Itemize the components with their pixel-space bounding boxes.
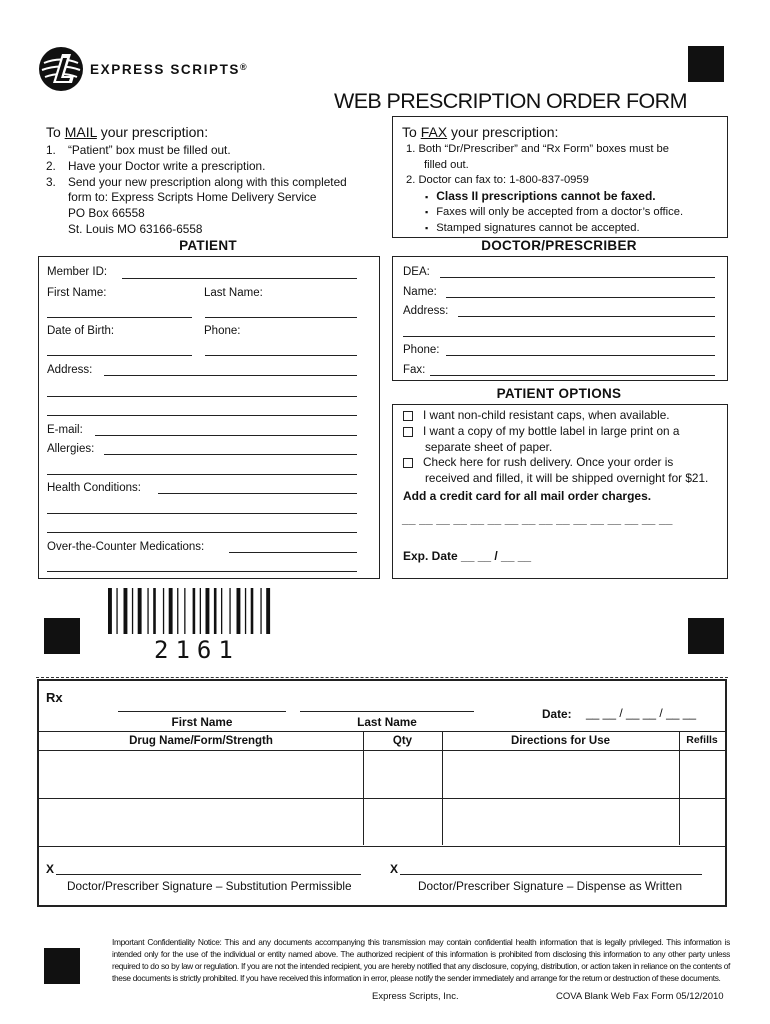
barcode-bar [214, 588, 217, 634]
last-name-label: Last Name: [204, 287, 263, 299]
rx-table-row-divider [39, 798, 725, 799]
doctor-box [392, 256, 728, 381]
barcode-bar [147, 588, 148, 634]
phone-field[interactable] [205, 355, 357, 356]
mail-step [46, 190, 347, 206]
barcode-bar [177, 588, 178, 634]
barcode-bar [260, 588, 261, 634]
mail-step [46, 159, 347, 175]
fax-bullet-text: Stamped signatures cannot be accepted. [436, 221, 640, 234]
option-text: I want a copy of my bottle label in large print on a [423, 423, 680, 438]
email-label: E-mail: [47, 424, 83, 436]
signature-dispense-field[interactable] [400, 874, 702, 875]
health-conditions-field-2[interactable] [47, 513, 357, 514]
option-large-print-cont: separate sheet of paper. [425, 439, 553, 454]
footer-company: Express Scripts, Inc. [372, 991, 459, 1002]
brand-reg-mark: ® [240, 62, 249, 72]
option-rush-delivery[interactable] [403, 455, 708, 471]
member-id-label: Member ID: [47, 266, 108, 278]
barcode-bar [184, 588, 185, 634]
checkbox-large-print[interactable] [403, 427, 413, 437]
option-non-child-caps[interactable] [403, 408, 708, 424]
address-label: Address: [47, 364, 93, 376]
allergies-field-2[interactable] [47, 474, 357, 475]
mail-step-text: Send your new prescription along with this completed [68, 174, 347, 189]
signature-x-mark: X [390, 862, 399, 876]
otc-medications-field-1[interactable] [229, 552, 357, 553]
checkbox-non-child-caps[interactable] [403, 411, 413, 421]
dea-label: DEA: [403, 266, 430, 278]
rx-first-name-field[interactable] [118, 711, 286, 712]
mail-step-number: 1. [46, 143, 56, 157]
otc-medications-label: Over-the-Counter Medications: [47, 541, 205, 553]
registration-mark-top-right [688, 46, 724, 82]
barcode-bar [124, 588, 128, 634]
option-text: Check here for rush delivery. Once your order is [423, 455, 674, 470]
mail-step-text: “Patient” box must be filled out. [68, 143, 231, 157]
bullet-icon: ▪ [425, 207, 429, 218]
address-field-1[interactable] [104, 375, 357, 376]
col-header-qty: Qty [392, 735, 413, 747]
col-header-drug: Drug Name/Form/Strength [129, 735, 273, 747]
barcode-bar [116, 588, 117, 634]
bullet-icon: ▪ [425, 222, 429, 233]
fax-steps [406, 142, 683, 237]
phone-label: Phone: [204, 325, 241, 337]
fax-step-1-cont: filled out. [424, 158, 469, 171]
footer-form-id: COVA Blank Web Fax Form 05/12/2010 [556, 991, 724, 1002]
mail-step [46, 175, 347, 191]
mail-heading [46, 124, 208, 140]
registration-mark-mid-left [44, 618, 80, 654]
barcode-number: 2161 [154, 636, 240, 664]
first-name-label: First Name: [47, 287, 107, 299]
barcode-bar [237, 588, 241, 634]
barcode-bar [229, 588, 230, 634]
rx-last-name-field[interactable] [300, 711, 474, 712]
first-name-field[interactable] [47, 317, 192, 318]
registration-mark-mid-right [688, 618, 724, 654]
fax-heading [402, 124, 558, 140]
logo-globe-icon [38, 46, 84, 92]
patient-box [38, 256, 380, 579]
mail-step-text: PO Box 66558 [68, 206, 145, 221]
barcode-bar [169, 588, 173, 634]
fax-heading-pre: To [402, 124, 421, 140]
fax-bullet-text: Class II prescriptions cannot be faxed. [436, 188, 656, 203]
mail-step-text: form to: Express Scripts Home Delivery Service [68, 190, 317, 205]
doctor-heading: DOCTOR/PRESCRIBER [481, 238, 637, 253]
barcode-bar [193, 588, 196, 634]
signature-substitution-label: Doctor/Prescriber Signature – Substitution Permissible [67, 879, 352, 893]
barcode [108, 588, 273, 638]
rx-date-label: Date: [542, 707, 572, 721]
doctor-address-label: Address: [403, 305, 449, 317]
address-field-2[interactable] [47, 396, 357, 397]
email-field[interactable] [95, 435, 357, 436]
doctor-phone-field[interactable] [446, 355, 715, 356]
mail-heading-pre: To [46, 124, 65, 140]
mail-step [46, 206, 347, 222]
dea-field[interactable] [440, 277, 715, 278]
option-rush-delivery-cont: received and filled, it will be shipped overnight for $21. [425, 471, 709, 486]
barcode-bar [251, 588, 254, 634]
doctor-name-field[interactable] [446, 297, 715, 298]
address-field-3[interactable] [47, 415, 357, 416]
mail-steps [46, 143, 347, 238]
doctor-phone-label: Phone: [403, 344, 440, 356]
health-conditions-field-1[interactable] [158, 493, 357, 494]
dob-label: Date of Birth: [47, 325, 115, 337]
barcode-bar [138, 588, 142, 634]
allergies-label: Allergies: [47, 443, 95, 455]
rx-date-field[interactable]: __ __ / __ __ / __ __ [586, 706, 697, 720]
barcode-bar [206, 588, 210, 634]
fax-bullet [406, 221, 683, 237]
fax-heading-underlined: FAX [420, 124, 448, 140]
mail-step-text: St. Louis MO 63166-6558 [68, 221, 203, 236]
option-text: I want non-child resistant caps, when available. [423, 408, 670, 422]
rx-first-name-label: First Name [171, 715, 233, 729]
signature-substitution-field[interactable] [56, 874, 361, 875]
credit-card-prompt: Add a credit card for all mail order charges. [403, 489, 652, 503]
barcode-bar [163, 588, 164, 634]
otc-medications-field-2[interactable] [47, 571, 357, 572]
dashed-separator [36, 677, 728, 678]
bullet-icon: ▪ [425, 191, 429, 202]
allergies-field-1[interactable] [104, 454, 357, 455]
mail-step-number: 2. [46, 158, 56, 173]
barcode-bar [266, 588, 270, 634]
brand-name-text: EXPRESS SCRIPTS [90, 62, 241, 77]
fax-step-1: 1. Both “Dr/Prescriber” and “Rx Form” boxes must be [406, 143, 669, 155]
rx-table-header-divider [39, 750, 725, 751]
fax-bullet-text: Faxes will only be accepted from a doctor’s office. [436, 206, 684, 219]
signature-x-mark: X [46, 862, 55, 876]
health-conditions-field-3[interactable] [47, 532, 357, 533]
fax-bullet [406, 189, 683, 206]
barcode-bar [221, 588, 222, 634]
member-id-field[interactable] [122, 278, 357, 279]
doctor-name-label: Name: [403, 286, 437, 298]
registration-mark-bottom-left [44, 948, 80, 984]
mail-heading-underlined: MAIL [64, 124, 97, 140]
col-header-refills: Refills [686, 734, 718, 746]
fax-bullet [406, 205, 683, 221]
confidentiality-notice: Important Confidentiality Notice: This and any documents accompanying this transmission may contain confidential health information that is legally privileged. This information is intended only for the use of the individual or entity named above. The authorized recipient of this information is prohibited from disclosing this information to any other party unless required to do so by law or regulation. If you are not the intended recipient, you are hereby notified that any disclosure, copying, distribution, or action taken in reliance on the contents of these documents is strictly prohibited. If you have received this information in error, please notify the sender immediately and arrange for the return or destruction of these documents. [112, 937, 730, 983]
mail-step [46, 143, 347, 159]
doctor-address-field-1[interactable] [458, 316, 715, 317]
dob-field[interactable] [47, 355, 192, 356]
mail-heading-post: your prescription: [96, 124, 209, 140]
mail-step-text: Have your Doctor write a prescription. [68, 158, 266, 173]
barcode-bar [200, 588, 201, 634]
rx-row-2[interactable] [40, 800, 724, 844]
page-title: WEB PRESCRIPTION ORDER FORM [334, 89, 687, 113]
last-name-field[interactable] [205, 317, 357, 318]
mail-step [46, 222, 347, 238]
brand-name [90, 62, 248, 77]
doctor-fax-field[interactable] [430, 375, 715, 376]
barcode-bar [245, 588, 246, 634]
rx-last-name-label: Last Name [357, 715, 417, 729]
barcode-bar [153, 588, 156, 634]
barcode-bar [132, 588, 133, 634]
fax-heading-post: your prescription: [447, 124, 559, 140]
health-conditions-label: Health Conditions: [47, 482, 141, 494]
rx-label: Rx [46, 690, 63, 705]
mail-step-number: 3. [46, 174, 56, 189]
fax-step-2: 2. Doctor can fax to: 1-800-837-0959 [406, 174, 589, 187]
express-scripts-logo [38, 46, 84, 92]
patient-heading: PATIENT [179, 238, 237, 253]
doctor-address-field-2[interactable] [403, 336, 715, 337]
barcode-bar [108, 588, 112, 634]
option-large-print[interactable] [403, 424, 708, 440]
col-header-directions: Directions for Use [510, 735, 611, 747]
patient-options-heading: PATIENT OPTIONS [496, 386, 622, 401]
signature-dispense-label: Doctor/Prescriber Signature – Dispense as Written [418, 879, 683, 893]
expiration-date-field[interactable]: Exp. Date __ __ / __ __ [403, 549, 532, 563]
credit-card-number-field[interactable]: __ __ __ __ __ __ __ __ __ __ __ __ __ __ __ __ [402, 512, 673, 526]
rx-row-1[interactable] [40, 752, 724, 797]
doctor-fax-label: Fax: [403, 364, 426, 376]
checkbox-rush-delivery[interactable] [403, 458, 413, 468]
options-list [403, 408, 708, 487]
